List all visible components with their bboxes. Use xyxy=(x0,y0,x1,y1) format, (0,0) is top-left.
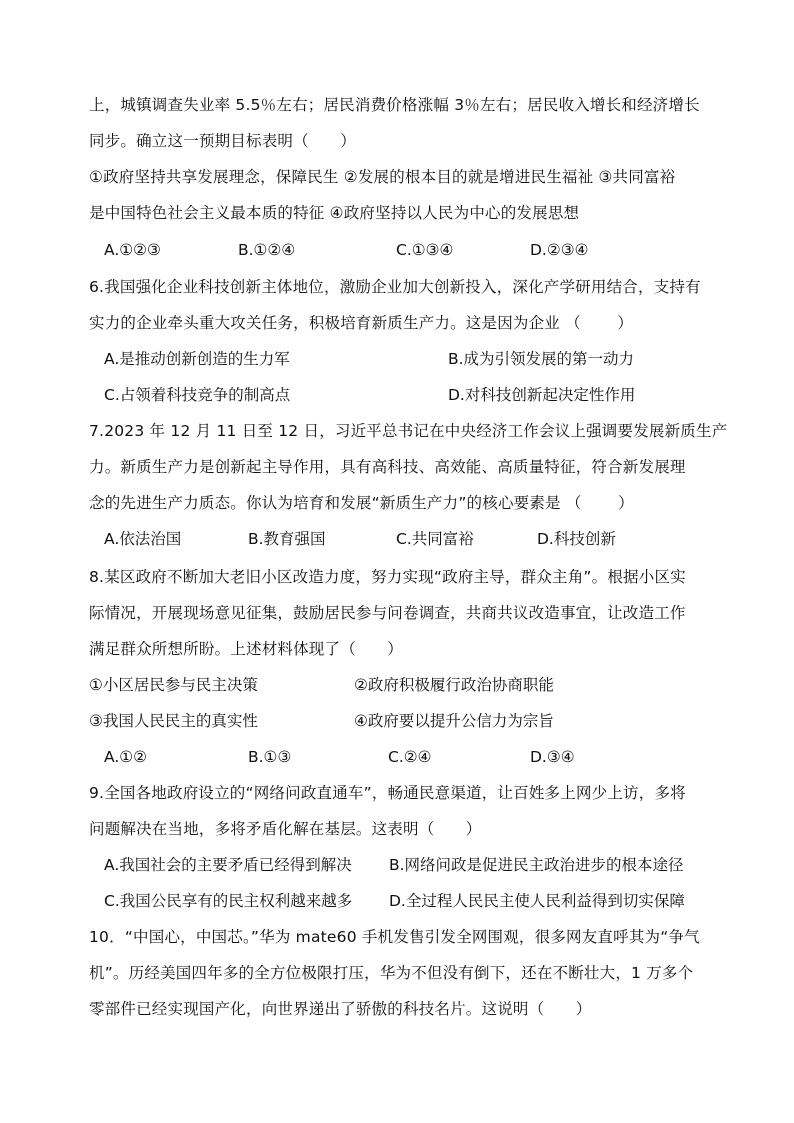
q9-option-d: D.全过程人民民主使人民利益得到切实保障 xyxy=(389,892,685,910)
q8-statement-1: ①小区居民参与民主决策 xyxy=(89,676,258,694)
q5-statement-line-2: 是中国特色社会主义最本质的特征 ④政府坚持以人民为中心的发展思想 xyxy=(89,204,580,222)
q5-option-c: C.①③④ xyxy=(396,241,454,259)
q6-option-c: C.占领着科技竞争的制高点 xyxy=(104,386,291,404)
q8-statements-row-1 xyxy=(89,674,709,696)
q5-text-line-2: 同步。确立这一预期目标表明（ ） xyxy=(89,132,356,150)
q8-statement-2: ②政府积极履行政治协商职能 xyxy=(354,676,554,694)
q8-option-c: C.②④ xyxy=(388,748,432,766)
q5-options xyxy=(104,239,724,261)
q5-text-line-1: 上，城镇调查失业率 5.5％左右；居民消费价格涨幅 3％左右；居民收入增长和经济增长 xyxy=(89,96,700,114)
q6-option-a: A.是推动创新创造的生力军 xyxy=(104,350,290,368)
q6-text-line-1: 6.我国强化企业科技创新主体地位，激励企业加大创新投入，深化产学研用结合，支持有 xyxy=(89,278,701,296)
q9-text-line-2: 问题解决在当地，多将矛盾化解在基层。这表明（ ） xyxy=(89,820,482,838)
q10-text-line-1: 10．“中国心，中国芯。”华为 mate60 手机发售引发全网围观，很多网友直呼其为“争气 xyxy=(89,928,700,946)
q8-statement-3: ③我国人民民主的真实性 xyxy=(89,712,258,730)
q5-option-b: B.①②④ xyxy=(238,241,296,259)
q5-statement-line-1: ①政府坚持共享发展理念，保障民生 ②发展的根本目的就是增进民生福祉 ③共同富裕 xyxy=(89,168,676,186)
q8-option-d: D.③④ xyxy=(530,748,575,766)
q7-option-b: B.教育强国 xyxy=(248,530,326,548)
q8-option-a: A.①② xyxy=(104,748,148,766)
q6-option-b: B.成为引领发展的第一动力 xyxy=(448,350,635,368)
q6-options-row-2 xyxy=(104,384,724,406)
q6-text-line-2: 实力的企业牵头重大攻关任务，积极培育新质生产力。这是因为企业 （ ） xyxy=(89,314,634,332)
q8-options xyxy=(104,746,724,768)
q5-option-d: D.②③④ xyxy=(530,241,589,259)
q8-statement-4: ④政府要以提升公信力为宗旨 xyxy=(354,712,554,730)
q8-text-line-2: 际情况，开展现场意见征集，鼓励居民参与问卷调查，共商共议改造事宜，让改造工作 xyxy=(89,604,686,622)
q10-text-line-3: 零部件已经实现国产化，向世界递出了骄傲的科技名片。这说明（ ） xyxy=(89,1000,592,1018)
q6-option-d: D.对科技创新起决定性作用 xyxy=(448,386,636,404)
q9-options-row-1 xyxy=(104,854,724,876)
q8-text-line-1: 8.某区政府不断加大老旧小区改造力度，努力实现“政府主导，群众主角”。根据小区实 xyxy=(89,568,686,586)
q9-option-b: B.网络问政是促进民主政治进步的根本途径 xyxy=(389,856,684,874)
q7-option-c: C.共同富裕 xyxy=(396,530,474,548)
q8-option-b: B.①③ xyxy=(248,748,292,766)
q6-options-row-1 xyxy=(104,348,724,370)
q5-option-a: A.①②③ xyxy=(104,241,161,259)
q10-text-line-2: 机”。历经美国四年多的全方位极限打压，华为不但没有倒下，还在不断壮大，1 万多个 xyxy=(89,964,694,982)
q7-text-line-2: 力。新质生产力是创新起主导作用，具有高科技、高效能、高质量特征，符合新发展理 xyxy=(89,458,686,476)
q7-option-a: A.依法治国 xyxy=(104,530,182,548)
q7-text-line-1: 7.2023 年 12 月 11 日至 12 日，习近平总书记在中央经济工作会议上强调要发展新质生产 xyxy=(89,422,728,440)
q9-option-a: A.我国社会的主要矛盾已经得到解决 xyxy=(104,856,352,874)
q7-options xyxy=(104,528,724,550)
q7-text-line-3: 念的先进生产力质态。你认为培育和发展“新质生产力”的核心要素是 （ ） xyxy=(89,494,634,512)
q9-option-c: C.我国公民享有的民主权利越来越多 xyxy=(104,892,353,910)
q9-options-row-2 xyxy=(104,890,724,912)
q8-statements-row-2 xyxy=(89,710,709,732)
q9-text-line-1: 9.全国各地政府设立的“网络问政直通车”，畅通民意渠道，让百姓多上网少上访，多将 xyxy=(89,784,686,802)
q8-text-line-3: 满足群众所想所盼。上述材料体现了（ ） xyxy=(89,640,404,658)
q7-option-d: D.科技创新 xyxy=(537,530,616,548)
